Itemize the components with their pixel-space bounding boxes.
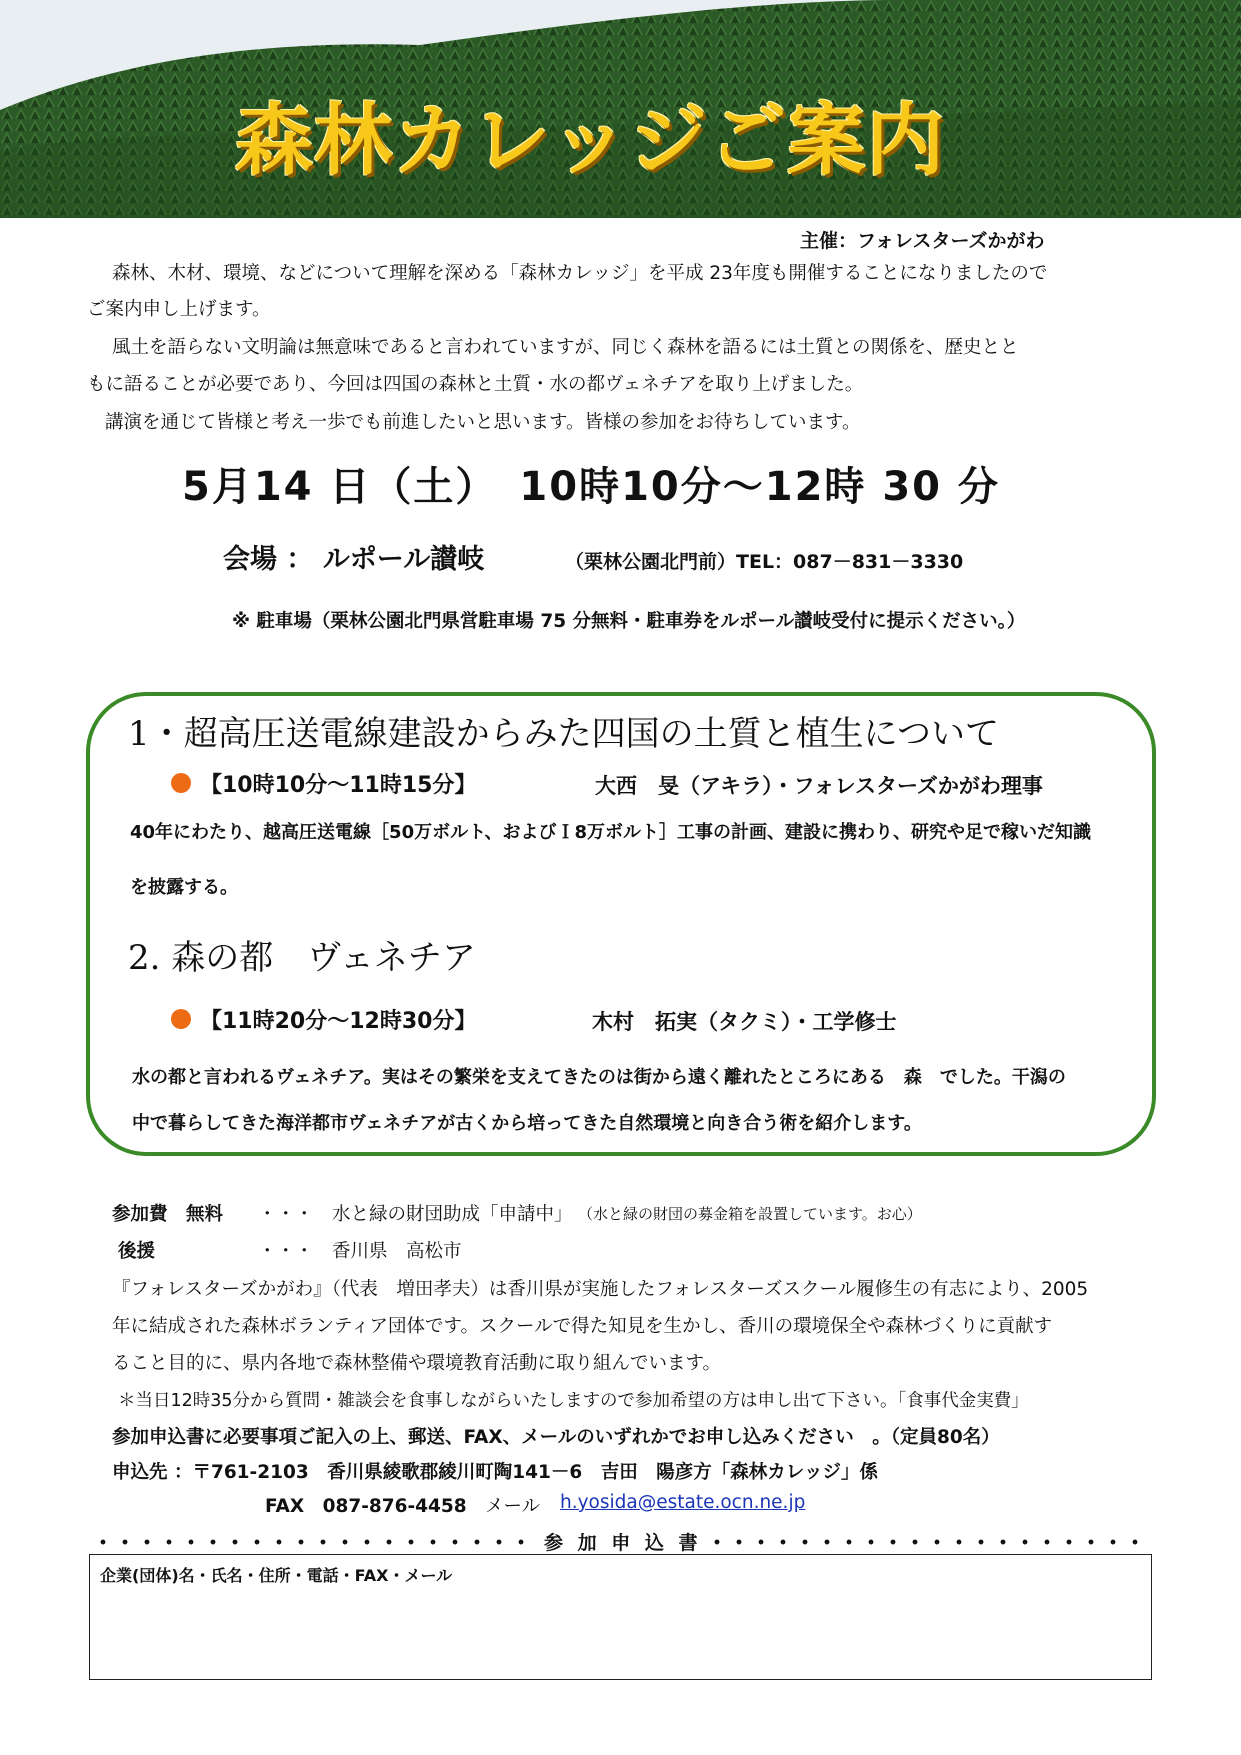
intro-p1-line1: 森林、木材、環境、などについて理解を深める「森林カレッジ」を平成 23年度も開催することになりましたので [112,263,1048,284]
lecture-1-title: 1・超高圧送電線建設からみた四国の土質と植生について [128,714,999,754]
intro-p1-line2: ご案内申し上げます。 [87,299,271,320]
event-date-time: 5月14 日（土） 10時10分～12時 30 分 [182,464,1000,510]
forest-banner [0,0,1241,218]
apply-address: 申込先 ：〒761-2103 香川県綾歌郡綾川町陶141－6 吉田 陽彦方「森林カレッジ」係 [112,1462,879,1483]
apply-instructions: 参加申込書に必要事項ご記入の上、郵送、FAX、メールのいずれかでお申し込みください 。（定員80名） [112,1427,1000,1448]
venue-label: 会場 ： ルポール讃岐 [223,544,485,575]
organizer-label: 主催：フォレスターズかがわ [800,230,1045,252]
bullet-icon [171,773,191,793]
lecture-2-speaker: 木村 拓実（タクミ）・工学修士 [592,1010,897,1034]
lecture-1-desc-line1: 40年にわたり、越高圧送電線［50万ボルト、およびＩ8万ボルト］工事の計画、建設に携わり、研究や足で稼いだ知識 [130,822,1091,843]
meal-note: ＊当日12時35分から質問・雑談会を食事しながらいたしますので参加希望の方は申し出て下さい。「食事代金実費」 [118,1391,1029,1411]
about-line3: ること目的に、県内各地で森林整備や環境教育活動に取り組んでいます。 [112,1353,722,1374]
lecture-1-time: 【10時10分～11時15分】 [200,773,477,798]
lecture-2-time: 【11時20分～12時30分】 [200,1009,477,1034]
about-line2: 年に結成された森林ボランティア団体です。スクールで得た知見を生かし、香川の環境保全や森林づくりに貢献す [112,1316,1053,1337]
email-link[interactable]: h.yosida@estate.ocn.ne.jp [560,1492,806,1513]
lecture-1-desc-line2: を披露する。 [130,877,238,898]
apply-fax: FAX 087-876-4458 [265,1496,467,1517]
intro-p2-line2: もに語ることが必要であり、今回は四国の森林と土質・水の都ヴェネチアを取り上げました。 [87,374,864,395]
page-title: 森林カレッジご案内 [235,96,946,186]
lecture-2-desc-line1: 水の都と言われるヴェネチア。実はその繁栄を支えてきたのは街から遠く離れたところにある 森 でした。干潟の [132,1067,1066,1088]
form-fields-label: 企業(団体)名・氏名・住所・電話・FAX・メール [100,1566,453,1585]
support-text: ・・・ 香川県 高松市 [258,1241,462,1262]
parking-note: ※ 駐車場（栗林公園北門県営駐車場 75 分無料・駐車券をルポール讃岐受付に提示ください。） [232,611,1026,632]
support-label: 後援 [118,1241,156,1262]
lecture-2-desc-line2: 中で暮らしてきた海洋都市ヴェネチアが古くから培ってきた自然環境と向き合う術を紹介します。 [132,1113,922,1134]
form-heading: 参 加 申 込 書 [544,1532,702,1554]
bullet-icon [171,1009,191,1029]
dotted-separator [92,1538,532,1546]
fee-note: （水と緑の財団の募金箱を設置しています。お心） [578,1205,922,1223]
intro-p2-line1: 風土を語らない文明論は無意味であると言われていますが、同じく森林を語るには土質との関係を、歴史とと [112,337,1019,358]
mail-label: メール [485,1496,541,1517]
dotted-separator [706,1538,1152,1546]
about-line1: 『フォレスターズかがわ』（代表 増田孝夫）は香川県が実施したフォレスターズスクール履修生の有志により、2005 [112,1279,1089,1300]
fee-label: 参加費 無料 [112,1204,224,1225]
fee-text: ・・・ 水と緑の財団助成「申請中」 [258,1204,573,1225]
lecture-1-speaker: 大西 旻（アキラ）・フォレスターズかがわ理事 [595,774,1043,798]
lecture-2-title: 2. 森の都 ヴェネチア [128,938,476,978]
venue-detail: （栗林公園北門前）TEL：087－831－3330 [565,551,964,573]
intro-p3: 講演を通じて皆様と考え一歩でも前進したいと思います。皆様の参加をお待ちしています。 [105,412,861,433]
